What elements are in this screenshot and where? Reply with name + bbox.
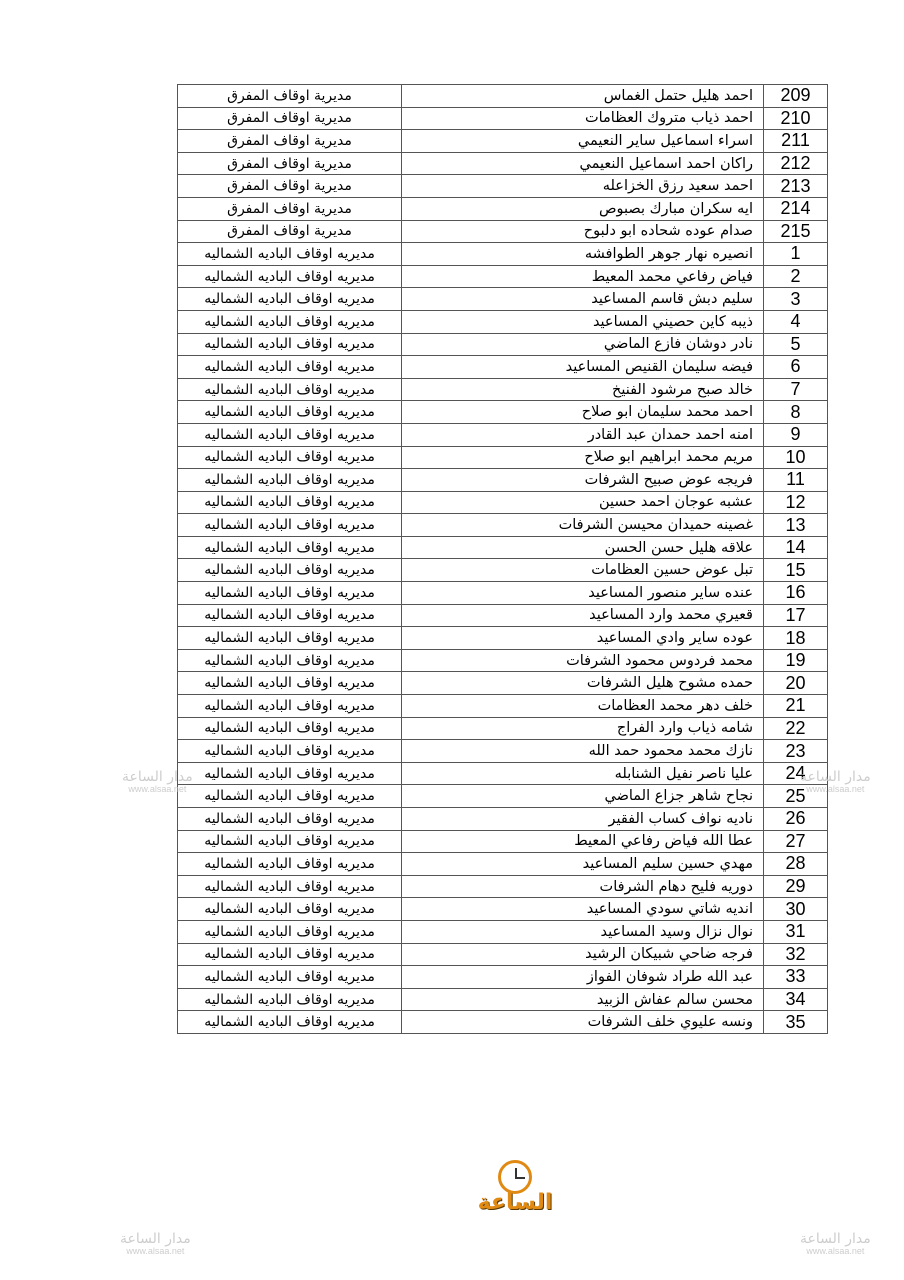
table-row	[178, 672, 828, 695]
row-number: 31	[764, 921, 828, 943]
table-row	[178, 492, 828, 515]
directorate: مديريه اوقاف الباديه الشماليه	[178, 243, 402, 265]
watermark-url: www.alsaa.net	[126, 1246, 185, 1257]
table-row	[178, 153, 828, 176]
clock-icon	[498, 1160, 532, 1194]
table-row	[178, 695, 828, 718]
directorate: مديريه اوقاف الباديه الشماليه	[178, 944, 402, 966]
person-name: امنه احمد حمدان عبد القادر	[402, 424, 764, 446]
person-name: ناديه نواف كساب الفقير	[402, 808, 764, 830]
row-number: 214	[764, 198, 828, 220]
directorate: مديريه اوقاف الباديه الشماليه	[178, 627, 402, 649]
row-number: 7	[764, 379, 828, 401]
table-row	[178, 379, 828, 402]
row-number: 10	[764, 447, 828, 469]
person-name: سليم دبش قاسم المساعيد	[402, 288, 764, 310]
table-row	[178, 627, 828, 650]
directorate: مديرية اوقاف المفرق	[178, 153, 402, 175]
row-number: 20	[764, 672, 828, 694]
row-number: 9	[764, 424, 828, 446]
row-number: 26	[764, 808, 828, 830]
directorate: مديريه اوقاف الباديه الشماليه	[178, 537, 402, 559]
table-row	[178, 763, 828, 786]
row-number: 12	[764, 492, 828, 514]
directorate: مديريه اوقاف الباديه الشماليه	[178, 695, 402, 717]
person-name: فياض رفاعي محمد المعيط	[402, 266, 764, 288]
directorate: مديريه اوقاف الباديه الشماليه	[178, 288, 402, 310]
person-name: احمد ذياب متروك العظامات	[402, 108, 764, 130]
person-name: عوده ساير وادي المساعيد	[402, 627, 764, 649]
person-name: ايه سكران مبارك بصبوص	[402, 198, 764, 220]
table-row	[178, 334, 828, 357]
row-number: 29	[764, 876, 828, 898]
person-name: محسن سالم عفاش الزبيد	[402, 989, 764, 1011]
watermark-bottom-left	[120, 1232, 191, 1257]
table-row	[178, 266, 828, 289]
person-name: دوريه فليح دهام الشرفات	[402, 876, 764, 898]
table-row	[178, 311, 828, 334]
table-row	[178, 175, 828, 198]
directorate: مديريه اوقاف الباديه الشماليه	[178, 650, 402, 672]
table-row	[178, 582, 828, 605]
row-number: 18	[764, 627, 828, 649]
person-name: عشبه عوجان احمد حسين	[402, 492, 764, 514]
person-name: تبل عوض حسين العظامات	[402, 559, 764, 581]
directorate: مديريه اوقاف الباديه الشماليه	[178, 605, 402, 627]
logo-text: الساعة	[477, 1190, 553, 1215]
person-name: خلف دهر محمد العظامات	[402, 695, 764, 717]
person-name: فريجه عوض صبيح الشرفات	[402, 469, 764, 491]
table-row	[178, 559, 828, 582]
watermark-text: مدار الساعة	[800, 1231, 871, 1247]
row-number: 213	[764, 175, 828, 197]
row-number: 27	[764, 831, 828, 853]
person-name: راكان احمد اسماعيل النعيمي	[402, 153, 764, 175]
table-row	[178, 108, 828, 131]
row-number: 22	[764, 718, 828, 740]
person-name: ونسه عليوي خلف الشرفات	[402, 1011, 764, 1033]
watermark-url: www.alsaa.net	[806, 1246, 865, 1257]
directorate: مديريه اوقاف الباديه الشماليه	[178, 921, 402, 943]
row-number: 210	[764, 108, 828, 130]
person-name: عبد الله طراد شوفان الفواز	[402, 966, 764, 988]
row-number: 6	[764, 356, 828, 378]
person-name: صدام عوده شحاده ابو دلبوح	[402, 221, 764, 243]
directorate: مديرية اوقاف المفرق	[178, 108, 402, 130]
directorate: مديرية اوقاف المفرق	[178, 175, 402, 197]
row-number: 1	[764, 243, 828, 265]
directorate: مديريه اوقاف الباديه الشماليه	[178, 492, 402, 514]
row-number: 34	[764, 989, 828, 1011]
table-row	[178, 831, 828, 854]
person-name: غصينه حميدان محيسن الشرفات	[402, 514, 764, 536]
table-row	[178, 221, 828, 244]
table-row	[178, 288, 828, 311]
person-name: مهدي حسين سليم المساعيد	[402, 853, 764, 875]
person-name: فيضه سليمان القنيص المساعيد	[402, 356, 764, 378]
person-name: نجاح شاهر جزاع الماضي	[402, 785, 764, 807]
directorate: مديريه اوقاف الباديه الشماليه	[178, 379, 402, 401]
person-name: نوال نزال وسيد المساعيد	[402, 921, 764, 943]
site-logo	[470, 1160, 560, 1220]
row-number: 17	[764, 605, 828, 627]
person-name: احمد هليل حتمل الغماس	[402, 85, 764, 107]
person-name: احمد محمد سليمان ابو صلاح	[402, 401, 764, 423]
row-number: 211	[764, 130, 828, 152]
watermark-right	[800, 770, 871, 795]
watermark-text: مدار الساعة	[800, 769, 871, 785]
table-row	[178, 740, 828, 763]
table-row	[178, 537, 828, 560]
directorate: مديريه اوقاف الباديه الشماليه	[178, 1011, 402, 1033]
person-name: علاقه هليل حسن الحسن	[402, 537, 764, 559]
directorate: مديريه اوقاف الباديه الشماليه	[178, 334, 402, 356]
row-number: 14	[764, 537, 828, 559]
table-row	[178, 808, 828, 831]
directorate: مديرية اوقاف المفرق	[178, 221, 402, 243]
directorate: مديريه اوقاف الباديه الشماليه	[178, 424, 402, 446]
row-number: 3	[764, 288, 828, 310]
table-row	[178, 1011, 828, 1034]
row-number: 15	[764, 559, 828, 581]
directorate: مديريه اوقاف الباديه الشماليه	[178, 898, 402, 920]
directorate: مديريه اوقاف الباديه الشماليه	[178, 311, 402, 333]
watermark-bottom-right	[800, 1232, 871, 1257]
row-number: 35	[764, 1011, 828, 1033]
directorate: مديريه اوقاف الباديه الشماليه	[178, 514, 402, 536]
directorate: مديرية اوقاف المفرق	[178, 85, 402, 107]
row-number: 25	[764, 785, 828, 807]
table-row	[178, 944, 828, 967]
row-number: 212	[764, 153, 828, 175]
directorate: مديريه اوقاف الباديه الشماليه	[178, 785, 402, 807]
table-row	[178, 198, 828, 221]
person-name: نازك محمد محمود حمد الله	[402, 740, 764, 762]
table-row	[178, 356, 828, 379]
person-name: احمد سعيد رزق الخزاعله	[402, 175, 764, 197]
directorate: مديرية اوقاف المفرق	[178, 198, 402, 220]
table-row	[178, 605, 828, 628]
directorate: مديريه اوقاف الباديه الشماليه	[178, 808, 402, 830]
person-name: عليا ناصر نفيل الشنابله	[402, 763, 764, 785]
directorate: مديريه اوقاف الباديه الشماليه	[178, 469, 402, 491]
person-name: عطا الله فياض رفاعي المعيط	[402, 831, 764, 853]
directorate: مديريه اوقاف الباديه الشماليه	[178, 740, 402, 762]
row-number: 11	[764, 469, 828, 491]
table-row	[178, 447, 828, 470]
table-row	[178, 966, 828, 989]
directorate: مديريه اوقاف الباديه الشماليه	[178, 356, 402, 378]
table-row	[178, 469, 828, 492]
table-row	[178, 401, 828, 424]
directorate: مديريه اوقاف الباديه الشماليه	[178, 876, 402, 898]
row-number: 19	[764, 650, 828, 672]
person-name: انصيره نهار جوهر الطوافشه	[402, 243, 764, 265]
row-number: 32	[764, 944, 828, 966]
row-number: 8	[764, 401, 828, 423]
table-row	[178, 989, 828, 1012]
table-row	[178, 85, 828, 108]
watermark-text: مدار الساعة	[122, 769, 193, 785]
directorate: مديريه اوقاف الباديه الشماليه	[178, 763, 402, 785]
person-name: ذيبه كاين حصيني المساعيد	[402, 311, 764, 333]
row-number: 24	[764, 763, 828, 785]
table-row	[178, 424, 828, 447]
table-row	[178, 718, 828, 741]
person-name: خالد صبح مرشود الفنيخ	[402, 379, 764, 401]
table-row	[178, 785, 828, 808]
directorate: مديريه اوقاف الباديه الشماليه	[178, 989, 402, 1011]
row-number: 5	[764, 334, 828, 356]
directorate: مديريه اوقاف الباديه الشماليه	[178, 672, 402, 694]
directorate: مديريه اوقاف الباديه الشماليه	[178, 831, 402, 853]
row-number: 21	[764, 695, 828, 717]
row-number: 33	[764, 966, 828, 988]
directorate: مديريه اوقاف الباديه الشماليه	[178, 718, 402, 740]
row-number: 30	[764, 898, 828, 920]
table-row	[178, 514, 828, 537]
person-name: عنده ساير منصور المساعيد	[402, 582, 764, 604]
row-number: 28	[764, 853, 828, 875]
table-row	[178, 921, 828, 944]
person-name: مريم محمد ابراهيم ابو صلاح	[402, 447, 764, 469]
row-number: 4	[764, 311, 828, 333]
table-row	[178, 853, 828, 876]
directorate: مديريه اوقاف الباديه الشماليه	[178, 853, 402, 875]
directorate: مديريه اوقاف الباديه الشماليه	[178, 447, 402, 469]
person-name: محمد فردوس محمود الشرفات	[402, 650, 764, 672]
table-row	[178, 130, 828, 153]
person-name: حمده مشوح هليل الشرفات	[402, 672, 764, 694]
person-name: شامه ذياب وارد الفراج	[402, 718, 764, 740]
watermark-url: www.alsaa.net	[806, 784, 865, 795]
table-row	[178, 876, 828, 899]
row-number: 2	[764, 266, 828, 288]
row-number: 215	[764, 221, 828, 243]
watermark-left	[122, 770, 193, 795]
watermark-text: مدار الساعة	[120, 1231, 191, 1247]
table-row	[178, 650, 828, 673]
person-name: قعيري محمد وارد المساعيد	[402, 605, 764, 627]
row-number: 209	[764, 85, 828, 107]
directorate: مديريه اوقاف الباديه الشماليه	[178, 582, 402, 604]
person-name: فرجه ضاحي شبيكان الرشيد	[402, 944, 764, 966]
directorate: مديريه اوقاف الباديه الشماليه	[178, 266, 402, 288]
person-name: نادر دوشان فازع الماضي	[402, 334, 764, 356]
directorate: مديريه اوقاف الباديه الشماليه	[178, 401, 402, 423]
directorate: مديريه اوقاف الباديه الشماليه	[178, 559, 402, 581]
row-number: 23	[764, 740, 828, 762]
names-table	[177, 84, 828, 1034]
person-name: انديه شاتي سودي المساعيد	[402, 898, 764, 920]
table-row	[178, 898, 828, 921]
directorate: مديرية اوقاف المفرق	[178, 130, 402, 152]
row-number: 16	[764, 582, 828, 604]
directorate: مديريه اوقاف الباديه الشماليه	[178, 966, 402, 988]
watermark-url: www.alsaa.net	[128, 784, 187, 795]
table-row	[178, 243, 828, 266]
row-number: 13	[764, 514, 828, 536]
person-name: اسراء اسماعيل ساير النعيمي	[402, 130, 764, 152]
